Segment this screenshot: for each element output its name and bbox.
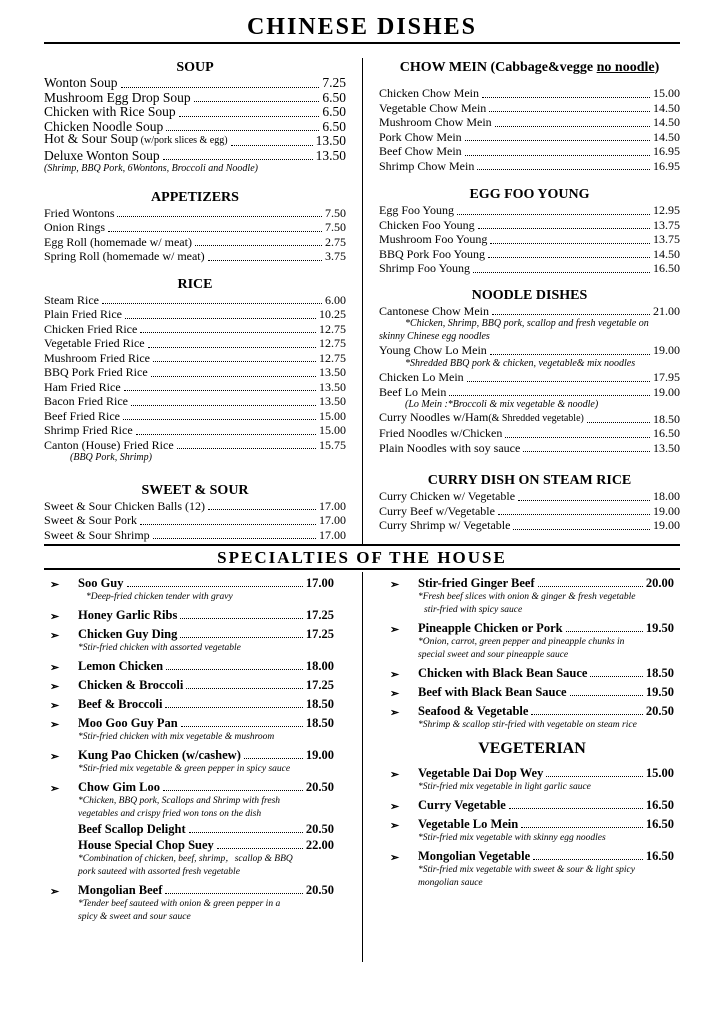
title-rule — [44, 42, 680, 44]
menu-item: Young Chow Lo Mein 19.00 — [379, 343, 680, 357]
arrow-icon: ➢ — [50, 662, 60, 674]
noodle-note: *Shredded BBQ pork & chicken, vegetable& mix noodles — [405, 357, 636, 369]
arrow-icon: ➢ — [390, 707, 400, 719]
noodle-note: *Chicken, Shrimp, BBQ pork, scallop and fresh vegetable on — [405, 318, 649, 329]
menu-item: Chicken Lo Mein 17.95 — [379, 370, 680, 384]
noodle-heading: NOODLE DISHES — [471, 287, 588, 303]
chow-mein-list — [379, 86, 680, 173]
arrow-icon: ➢ — [50, 700, 60, 712]
soup-heading: SOUP — [176, 60, 214, 75]
menu-item: Egg Roll (homemade w/ meat) 2.75 — [44, 234, 346, 249]
menu-item: Wonton Soup 7.25 — [44, 75, 346, 90]
menu-item: Hot & Sour Soup (w/pork slices & egg) 13.50 — [44, 131, 346, 148]
rice-list — [44, 293, 346, 465]
specialty-note: *Chicken, BBQ pork, Scallops and Shrimp with fresh — [78, 796, 281, 806]
menu-item: Onion Rings 7.50 — [44, 220, 346, 234]
specialty-note: pork sauteed with assorted fresh vegetable — [78, 867, 240, 877]
arrow-icon: ➢ — [390, 801, 400, 813]
specialties-divider — [362, 572, 363, 962]
menu-item: Curry Chicken w/ Vegetable 18.00 — [379, 489, 680, 503]
arrow-icon: ➢ — [50, 681, 60, 693]
sweet-sour-heading: SWEET & SOUR — [141, 482, 249, 498]
menu-item: Fried Noodles w/Chicken 16.50 — [379, 426, 680, 440]
specialties-rule-top — [44, 544, 680, 546]
menu-item: Mushroom Fried Rice 12.75 — [44, 350, 346, 365]
specialty-item: ➢ Vegetable Dai Dop Wey 15.00 — [390, 766, 674, 781]
egg-foo-young-list — [379, 203, 680, 276]
specialty-note: *Stir-fried mix vegetable with skinny egg noodles — [418, 833, 606, 843]
arrow-icon: ➢ — [50, 886, 60, 898]
menu-item: Mushroom Chow Mein 14.50 — [379, 115, 680, 129]
menu-item: Plain Noodles with soy sauce 13.50 — [379, 440, 680, 455]
menu-item: Shrimp Chow Mein 16.95 — [379, 158, 680, 173]
rice-heading: RICE — [177, 276, 213, 292]
menu-item: Cantonese Chow Mein 21.00 — [379, 303, 680, 318]
specialties-right-column — [390, 572, 674, 890]
menu-item: Curry Shrimp w/ Vegetable 19.00 — [379, 518, 680, 532]
specialty-item: ➢ Lemon Chicken 18.00 — [50, 659, 334, 674]
menu-item: Sweet & Sour Shrimp 17.00 — [44, 527, 346, 542]
specialty-note: *Tender beef sauteed with onion & green pepper in a — [78, 899, 281, 909]
specialty-item: Beef Scallop Delight 20.50 — [78, 822, 334, 836]
menu-item: Curry Noodles w/Ham(& Shredded vegetable) 18.50 — [379, 409, 680, 426]
menu-item: Beef Fried Rice 15.00 — [44, 408, 346, 423]
specialty-note: *Onion, carrot, green pepper and pineapple chunks in — [418, 637, 625, 647]
menu-item: Beef Chow Mein 16.95 — [379, 144, 680, 158]
column-divider — [362, 58, 363, 544]
specialty-item: ➢ Beef with Black Bean Sauce 19.50 — [390, 685, 674, 700]
menu-item: Deluxe Wonton Soup 13.50 — [44, 147, 346, 163]
right-column — [379, 60, 680, 533]
specialty-item: ➢ Chicken & Broccoli 17.25 — [50, 678, 334, 693]
arrow-icon: ➢ — [50, 783, 60, 795]
specialty-note: *Stir-fried chicken with assorted vegetable — [78, 643, 241, 653]
arrow-icon: ➢ — [390, 820, 400, 832]
specialty-item: ➢ Soo Guy 17.00 — [50, 576, 334, 591]
noodle-list — [379, 304, 680, 456]
specialty-note: mongolian sauce — [418, 878, 483, 888]
vegeterian-heading: VEGETERIAN — [478, 740, 586, 757]
specialty-note: special sweet and sour pineapple sauce — [418, 650, 569, 660]
menu-item: Chicken with Rice Soup 6.50 — [44, 104, 346, 119]
specialty-item: House Special Chop Suey 22.00 — [78, 838, 334, 852]
specialty-note: *Combination of chicken, beef, shrimp，scallop & BBQ — [78, 854, 293, 864]
arrow-icon: ➢ — [50, 751, 60, 763]
noodle-note: skinny Chinese egg noodles — [379, 330, 490, 342]
curry-dish-heading: CURRY DISH ON STEAM RICE — [427, 473, 632, 488]
menu-item: Plain Fried Rice 10.25 — [44, 307, 346, 321]
menu-item: Chicken Chow Mein 15.00 — [379, 86, 680, 100]
menu-item: Sweet & Sour Chicken Balls (12) 17.00 — [44, 498, 346, 513]
menu-item: Canton (House) Fried Rice 15.75 — [44, 437, 346, 452]
menu-item: BBQ Pork Fried Rice 13.50 — [44, 365, 346, 379]
specialties-left-column — [50, 572, 334, 924]
specialty-item: ➢ Vegetable Lo Mein 16.50 — [390, 817, 674, 832]
specialty-item: ➢ Kung Pao Chicken (w/cashew) 19.00 — [50, 748, 334, 763]
left-column — [44, 60, 346, 542]
specialty-note: *Stir-fried chicken with mix vegetable & mushroom — [78, 732, 275, 742]
specialties-heading: SPECIALTIES OF THE HOUSE — [217, 548, 507, 567]
curry-dish-list — [379, 489, 680, 533]
menu-item: Vegetable Fried Rice 12.75 — [44, 336, 346, 350]
specialties-rule-bottom — [44, 568, 680, 570]
specialty-note: *Stir-fried mix vegetable & green pepper in spicy sauce — [78, 764, 291, 774]
appetizers-heading: APPETIZERS — [151, 189, 239, 205]
arrow-icon: ➢ — [390, 669, 400, 681]
menu-item: Sweet & Sour Pork 17.00 — [44, 513, 346, 527]
menu-item: Mushroom Egg Drop Soup 6.50 — [44, 89, 346, 105]
arrow-icon: ➢ — [50, 611, 60, 623]
chow-mein-heading: CHOW MEIN (Cabbage&vegge no noodle) — [399, 60, 660, 75]
page-title: CHINESE DISHES — [246, 14, 478, 40]
menu-item: Shrimp Fried Rice 15.00 — [44, 423, 346, 437]
specialty-item: ➢ Mongolian Beef 20.50 — [50, 883, 334, 898]
menu-item: Egg Foo Young 12.95 — [379, 203, 680, 217]
arrow-icon: ➢ — [390, 769, 400, 781]
menu-item: Mushroom Foo Young 13.75 — [379, 232, 680, 246]
specialty-item: ➢ Chow Gim Loo 20.50 — [50, 780, 334, 795]
menu-item: Beef Lo Mein 19.00 — [379, 384, 680, 399]
arrow-icon: ➢ — [390, 852, 400, 864]
menu-item: Pork Chow Mein 14.50 — [379, 129, 680, 144]
specialty-note: *Stir-fried mix vegetable in light garlic sauce — [418, 782, 591, 792]
menu-item: Shrimp Foo Young 16.50 — [379, 261, 680, 275]
menu-item: Chicken Foo Young 13.75 — [379, 217, 680, 232]
specialty-item: ➢ Honey Garlic Ribs 17.25 — [50, 608, 334, 623]
specialty-item: ➢ Stir-fried Ginger Beef 20.00 — [390, 576, 674, 591]
menu-item: Fried Wontons 7.50 — [44, 205, 346, 220]
specialty-note: *Stir-fried mix vegetable with sweet & sour & light spicy — [418, 865, 635, 875]
soup-list — [44, 76, 346, 176]
specialty-item: ➢ Mongolian Vegetable 16.50 — [390, 849, 674, 864]
specialty-note: stir-fried with spicy sauce — [424, 605, 523, 615]
specialty-note: *Shrimp & scallop stir-fried with vegetable on steam rice — [418, 720, 637, 730]
noodle-note: (Lo Mein :*Broccoli & mix vegetable & noodle) — [405, 399, 599, 410]
specialty-item: ➢ Chicken Guy Ding 17.25 — [50, 627, 334, 642]
arrow-icon: ➢ — [50, 719, 60, 731]
specialty-item: ➢ Beef & Broccoli 18.50 — [50, 697, 334, 712]
specialty-note: *Fresh beef slices with onion & ginger & fresh vegetable — [418, 592, 636, 602]
menu-item: Chicken Noodle Soup 6.50 — [44, 118, 346, 134]
rice-note: (BBQ Pork, Shrimp) — [70, 452, 152, 463]
specialty-item: ➢ Chicken with Black Bean Sauce 18.50 — [390, 666, 674, 681]
arrow-icon: ➢ — [390, 579, 400, 591]
soup-note: (Shrimp, BBQ Pork, 6Wontons, Broccoli and Noodle) — [44, 163, 258, 174]
specialty-note: *Deep-fried chicken tender with gravy — [86, 592, 233, 602]
menu-item: Bacon Fried Rice 13.50 — [44, 394, 346, 408]
menu-item: Chicken Fried Rice 12.75 — [44, 321, 346, 336]
specialty-item: ➢ Moo Goo Guy Pan 18.50 — [50, 716, 334, 731]
specialty-item: ➢ Curry Vegetable 16.50 — [390, 798, 674, 813]
arrow-icon: ➢ — [390, 624, 400, 636]
menu-item: Curry Beef w/Vegetable 19.00 — [379, 503, 680, 518]
arrow-icon: ➢ — [390, 688, 400, 700]
specialty-item: ➢ Seafood & Vegetable 20.50 — [390, 704, 674, 719]
specialty-note: spicy & sweet and sour sauce — [78, 912, 191, 922]
menu-item: Ham Fried Rice 13.50 — [44, 379, 346, 394]
arrow-icon: ➢ — [50, 579, 60, 591]
menu-item: Spring Roll (homemade w/ meat) 3.75 — [44, 249, 346, 263]
appetizers-list — [44, 206, 346, 264]
menu-item: Vegetable Chow Mein 14.50 — [379, 100, 680, 115]
sweet-sour-list — [44, 499, 346, 543]
menu-item: Steam Rice 6.00 — [44, 292, 346, 307]
arrow-icon: ➢ — [50, 630, 60, 642]
specialty-item: ➢ Pineapple Chicken or Pork 19.50 — [390, 621, 674, 636]
specialty-note: vegetables and crispy fried won tons on the dish — [78, 809, 262, 819]
menu-item: BBQ Pork Foo Young 14.50 — [379, 246, 680, 261]
egg-foo-young-heading: EGG FOO YOUNG — [469, 187, 590, 202]
